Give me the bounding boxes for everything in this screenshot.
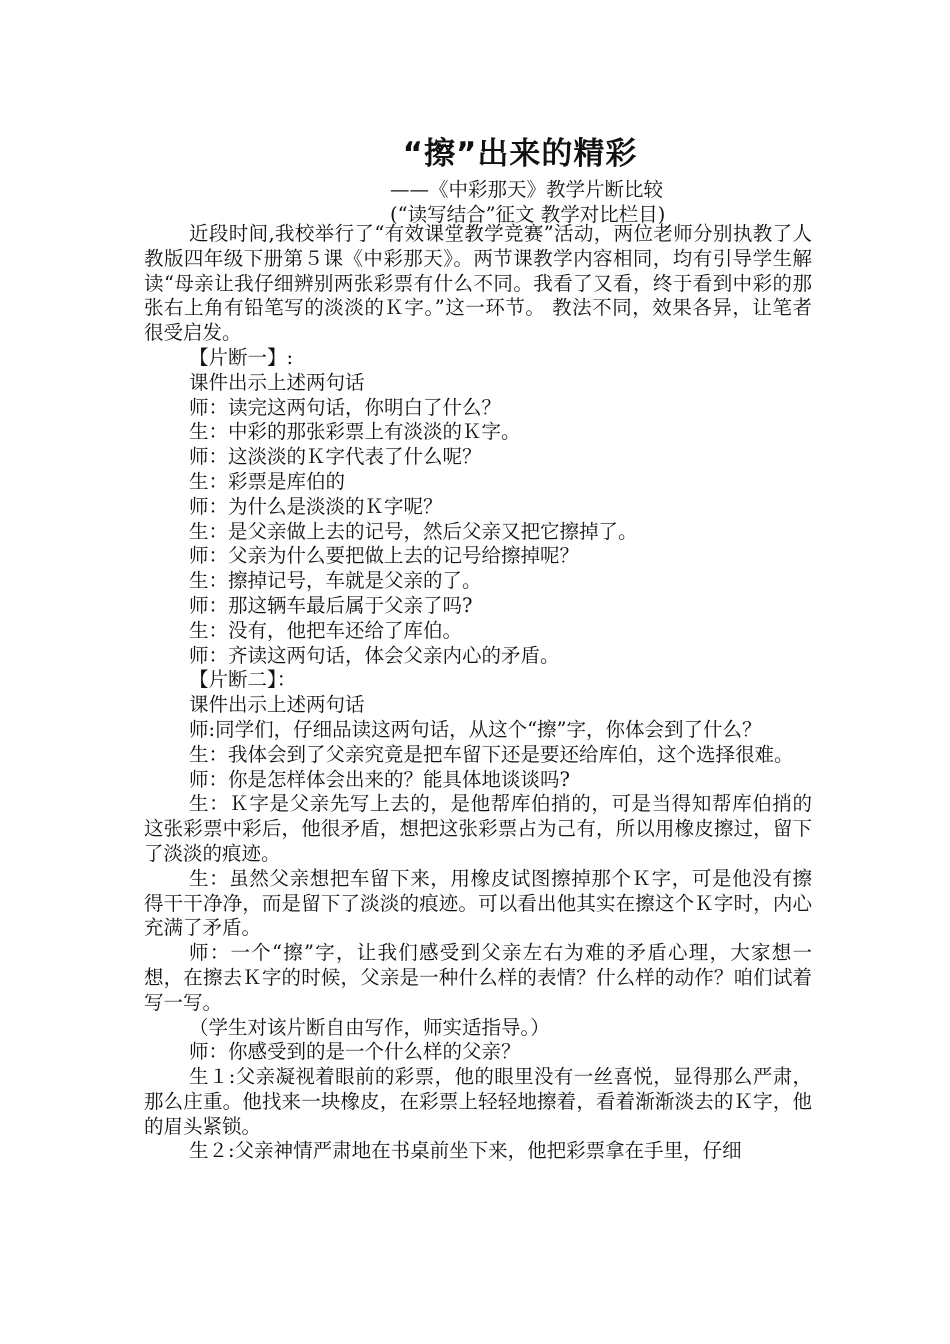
paragraph: 生：我体会到了父亲究竟是把车留下还是要还给库伯，这个选择很难。	[189, 742, 794, 766]
paragraph: 生：彩票是库伯的	[189, 469, 346, 493]
paragraph: 师：为什么是淡淡的Ｋ字呢？	[189, 494, 443, 518]
paragraph: 师：你是怎样体会出来的？能具体地谈谈吗?	[189, 767, 570, 791]
paragraph: 生２:父亲神情严肃地在书桌前坐下来，他把彩票拿在手里，仔细	[189, 1139, 742, 1163]
paragraph: 师：齐读这两句话，体会父亲内心的矛盾。	[189, 643, 560, 667]
paragraph: 近段时间,我校举行了“有效课堂教学竞赛”活动，两位老师分别执教了人教版四年级下册第５课《中彩那天》。两节课教学内容相同，均有引导学生解读“母亲让我仔细辨别两张彩票有什么不同。我看了又看，终于看到中彩的那张右上角有铅笔写的淡淡的Ｋ字。”这一环节。 教法不同，效果各异，让笔者很受启发。	[144, 222, 812, 345]
paragraph: 师：这淡淡的Ｋ字代表了什么呢？	[189, 445, 482, 469]
paragraph: 【片断二】：	[189, 668, 297, 692]
paragraph: 【片断一】:	[189, 345, 294, 369]
paragraph: 生：Ｋ字是父亲先写上去的，是他帮库伯捎的，可是当得知帮库伯捎的这张彩票中彩后，他很矛盾，想把这张彩票占为己有，所以用橡皮擦过，留下了淡淡的痕迹。	[144, 792, 812, 865]
paragraph: 师：你感受到的是一个什么样的父亲？	[189, 1040, 521, 1064]
page-title: “擦”出来的精彩	[402, 136, 638, 172]
paragraph: 生１:父亲凝视着眼前的彩票，他的眼里没有一丝喜悦，显得那么严肃，那么庄重。他找来一块橡皮，在彩票上轻轻地擦着，看着渐渐淡去的Ｋ字，他的眉头紧锁。	[144, 1065, 812, 1138]
paragraph: 生：是父亲做上去的记号，然后父亲又把它擦掉了。	[189, 519, 638, 543]
subtitle-line-1: ——《中彩那天》教学片断比较	[390, 178, 664, 201]
paragraph: 生：虽然父亲想把车留下来，用橡皮试图擦掉那个Ｋ字，可是他没有擦得干干净净，而是留下了淡淡的痕迹。可以看出他其实在擦这个Ｋ字时，内心充满了矛盾。	[144, 866, 812, 940]
paragraph: 生：擦掉记号，车就是父亲的了。	[189, 569, 482, 593]
paragraph: 生：没有，他把车还给了库伯。	[189, 618, 463, 642]
paragraph: 师：父亲为什么要把做上去的记号给擦掉呢？	[189, 544, 580, 568]
paragraph: 师：一个“擦”字，让我们感受到父亲左右为难的矛盾心理，大家想一想，在擦去Ｋ字的时候，父亲是一种什么样的表情？什么样的动作？咱们试着写一写。	[144, 941, 812, 1014]
subtitle-line-2: (“读写结合”征文 教学对比栏目)	[390, 203, 666, 226]
article-body	[144, 222, 812, 1164]
paragraph: 师：那这辆车最后属于父亲了吗?	[189, 593, 473, 617]
paragraph: 课件出示上述两句话	[189, 370, 365, 394]
paragraph: （学生对该片断自由写作，师实适指导。）	[189, 1015, 550, 1039]
paragraph: 生：中彩的那张彩票上有淡淡的Ｋ字。	[189, 420, 521, 444]
paragraph: 师：读完这两句话，你明白了什么？	[189, 395, 502, 419]
paragraph: 课件出示上述两句话	[189, 693, 365, 717]
paragraph: 师:同学们，仔细品读这两句话，从这个“擦”字，你体会到了什么？	[189, 717, 762, 741]
